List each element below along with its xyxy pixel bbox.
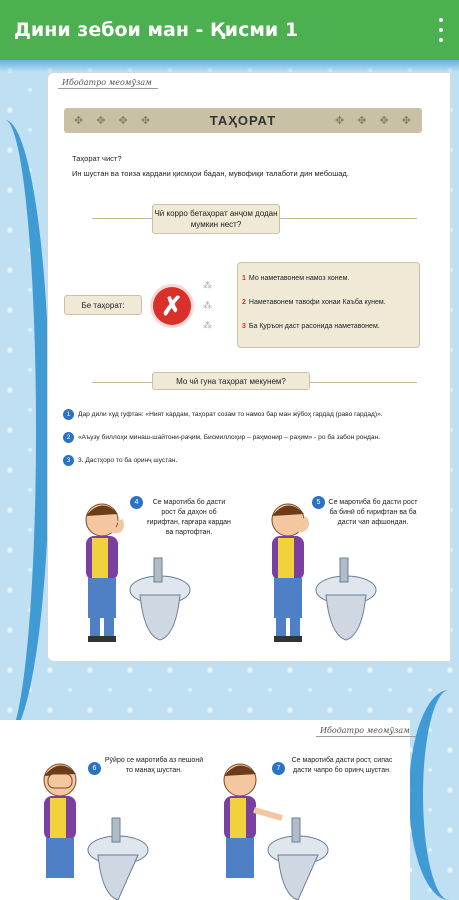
- page-tag: Ибодатро меомӯзам: [316, 726, 416, 737]
- heading-title: ТАҲОРАТ: [209, 113, 277, 128]
- reason-item: 1 Мо наметавонем намоз хонем.: [242, 275, 350, 282]
- page-tag: Ибодатро меомӯзам: [58, 78, 158, 89]
- step-number-badge: 7: [272, 762, 285, 775]
- ornament-icon: ✥ ✥ ✥ ✥: [74, 115, 156, 127]
- drop-icon: ⁂: [203, 300, 212, 310]
- drop-icon: ⁂: [203, 320, 212, 330]
- figure-caption: Се маротиба бо дасти рост ба даҳон об ғирифтан, ғарғара кардан ва партофтан.: [147, 499, 231, 536]
- reason-item: 2 Наметавонем тавофи хонаи Каъба кунем.: [242, 299, 386, 306]
- ornament-icon: ✥ ✥ ✥ ✥: [334, 115, 416, 127]
- drop-icon: ⁂: [203, 280, 212, 290]
- figure-caption: Рӯйро се маротиба аз пешонӣ то манаҳ шустан.: [104, 757, 204, 774]
- reasons-panel: [237, 262, 420, 348]
- without-label: Бе таҳорат:: [64, 295, 142, 315]
- question: Таҳорат чист?: [72, 154, 122, 163]
- step-number-badge: 6: [88, 762, 101, 775]
- step-item: 3 3. Дастҳоро то ба оринҷ шустан.: [63, 455, 177, 466]
- app-bar: [0, 0, 459, 60]
- step-item: 2 «Аъузу биллоҳи минаш-шайтони-раҷим, Бисмиллоҳир – раҳмонир – раҳим» - ро ба забон рондан.: [63, 432, 380, 443]
- definition: Ин шустан ва тоиза кардани қисмҳои бадан, мувофиқи талаботи дин мебошад.: [72, 169, 349, 178]
- reason-item: 3 Ба Қуръон даст расонида наметавонем.: [242, 323, 380, 330]
- step-number-badge: 4: [130, 496, 143, 509]
- more-vert-icon[interactable]: [437, 18, 445, 42]
- app-title: Дини зебои ман - Қисми 1: [14, 19, 299, 41]
- cross-icon: ✗: [153, 287, 191, 325]
- question-box-2: Мо чӣ гуна таҳорат мекунем?: [152, 372, 310, 390]
- step-item: 1 Дар дили худ гуфтан: «Ният кардам, таҳорат созам то намоз бар ман жӯбоҳ гардад (раво гардад)».: [63, 409, 383, 420]
- section-heading: [64, 108, 422, 133]
- step-number-badge: 5: [312, 496, 325, 509]
- decor-top: [0, 60, 459, 72]
- question-box-1: Чӣ корро бетаҳорат анҷом додан мумкин нест?: [152, 204, 280, 234]
- figure-caption: Се маротиба дасти рост, сипас дасти чапро бо оринҷ шустан.: [291, 757, 393, 774]
- figure-caption: Се маротиба бо дасти рост ба бинӣ об ғирифтан ва ба дасти чап афшондан.: [328, 499, 418, 526]
